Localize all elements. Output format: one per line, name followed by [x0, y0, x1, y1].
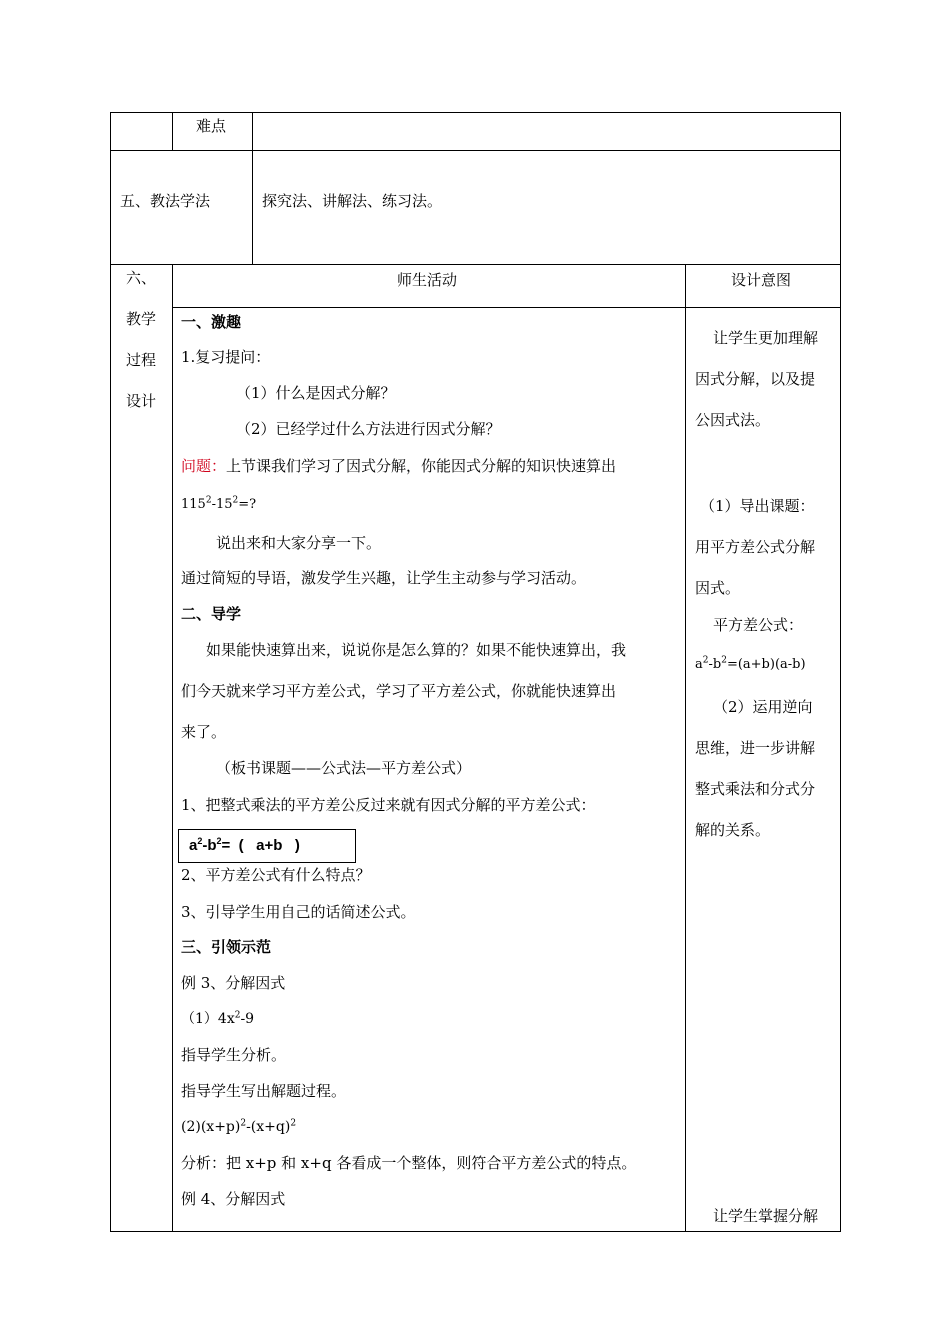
intent-line-10: 思维，进一步讲解	[695, 739, 816, 757]
guide-item-1: 1、把整式乘法的平方差公反过来就有因式分解的平方差公式：	[181, 796, 596, 814]
example-3-title: 例 3、分解因式	[181, 974, 286, 992]
intent-line-1: 让学生更加理解	[713, 329, 819, 347]
example-4-title: 例 4、分解因式	[181, 1190, 286, 1208]
process-label-line-2: 教学	[126, 310, 157, 328]
table-col-divider-a	[172, 112, 173, 150]
guide-paragraph-line-2: 们今天就来学习平方差公式，学习了平方差公式，你就能快速算出	[181, 682, 617, 700]
process-label-line-3: 过程	[126, 351, 157, 369]
guide-item-2: 2、平方差公式有什么特点？	[181, 866, 371, 884]
example-3-part-1: $(1)4x^2-9$	[181, 1010, 255, 1027]
intent-line-6: 因式。	[695, 579, 741, 597]
section-3-title: 三、引领示范	[181, 938, 272, 956]
methods-label: 五、教法学法	[120, 192, 211, 210]
intent-line-13: 让学生掌握分解	[713, 1207, 819, 1225]
table-right-border	[840, 112, 841, 1232]
table-col-divider-b	[252, 112, 253, 264]
table-col-divider-c	[172, 264, 173, 1232]
intent-formula: $a^2-b^2=(a+b)(a-b)$	[695, 655, 806, 672]
intent-line-5: 用平方差公式分解	[695, 538, 816, 556]
table-row-divider-2	[110, 264, 841, 265]
example-3-part-2: $(2)(x+p)^2-(x+q)^2$	[181, 1118, 297, 1135]
table-left-border	[110, 112, 111, 1232]
header-intent: 设计意图	[731, 271, 792, 289]
example-3-analysis: 分析：把 x+p 和 x+q 各看成一个整体，则符合平方差公式的特点。	[181, 1154, 637, 1172]
table-top-border	[110, 112, 841, 113]
guide-analysis: 指导学生分析。	[181, 1046, 287, 1064]
problem-line	[181, 456, 616, 476]
problem-label: 问题：	[181, 457, 227, 475]
intent-line-12: 解的关系。	[695, 821, 771, 839]
guide-solution: 指导学生写出解题过程。	[181, 1082, 347, 1100]
calc-expression: $115^2-15^2=$?	[181, 495, 257, 512]
intent-line-7: 平方差公式：	[713, 616, 804, 634]
problem-text: 上节课我们学习了因式分解，你能因式分解的知识快速算出	[226, 457, 617, 475]
header-activity: 师生活动	[397, 271, 458, 289]
intent-line-11: 整式乘法和分式分	[695, 780, 816, 798]
intent-line-3: 公因式法。	[695, 411, 771, 429]
methods-content: 探究法、讲解法、练习法。	[262, 192, 443, 210]
guide-paragraph-line-3: 来了。	[181, 723, 227, 741]
intent-line-4: （1）导出课题：	[700, 497, 815, 515]
formula-text: $a^2-b^2=$ ( a+b )	[189, 836, 300, 854]
formula-box	[178, 829, 356, 863]
table-col-divider-d	[685, 264, 686, 1232]
intent-line-9: （2）运用逆向	[713, 698, 813, 716]
intro-note: 通过简短的导语，激发学生兴趣，让学生主动参与学习活动。	[181, 569, 587, 587]
share-line: 说出来和大家分享一下。	[216, 534, 382, 552]
guide-item-3: 3、引导学生用自己的话简述公式。	[181, 903, 416, 921]
process-label-line-4: 设计	[126, 392, 157, 410]
table-header-divider	[172, 307, 841, 308]
table-bottom-border	[110, 1231, 841, 1232]
guide-paragraph-line-1: 如果能快速算出来，说说你是怎么算的？如果不能快速算出，我	[206, 641, 627, 659]
intent-line-2: 因式分解，以及提	[695, 370, 816, 388]
review-question-2: （2）已经学过什么方法进行因式分解？	[236, 420, 501, 438]
review-question-1: （1）什么是因式分解？	[236, 384, 396, 402]
table-row-divider-1	[110, 150, 841, 151]
section-2-title: 二、导学	[181, 605, 242, 623]
section-1-title: 一、激趣	[181, 313, 242, 331]
board-title: （板书课题——公式法—平方差公式）	[216, 759, 472, 777]
review-question: 1.复习提问：	[181, 348, 271, 366]
difficulty-label: 难点	[196, 117, 227, 135]
process-label-line-1: 六、	[126, 269, 157, 287]
